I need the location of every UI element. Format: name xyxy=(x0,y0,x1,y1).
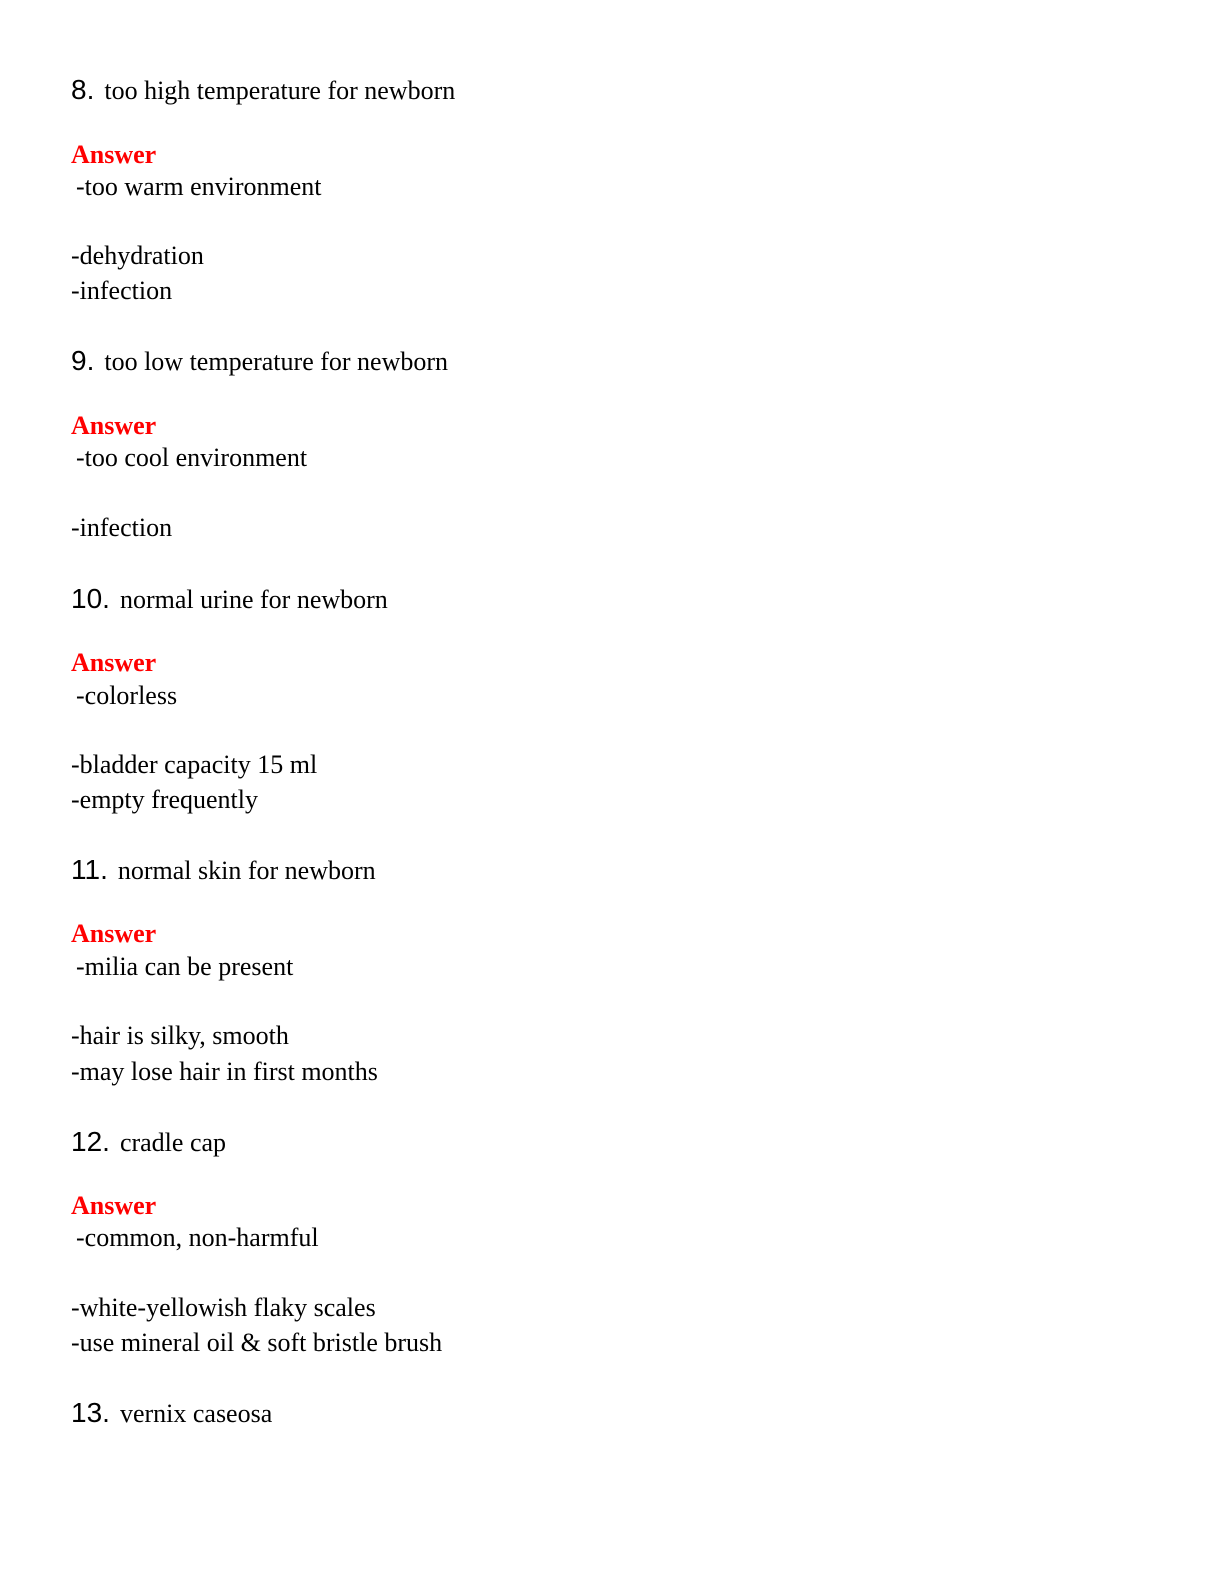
question-number: 11. xyxy=(71,854,108,885)
question-8 xyxy=(71,74,455,106)
answer-label: Answer xyxy=(71,1191,157,1220)
question-text: vernix caseosa xyxy=(119,1399,273,1428)
answer-line: -colorless xyxy=(76,681,178,710)
answer-line: -empty frequently xyxy=(71,785,258,814)
answer-label: Answer xyxy=(71,140,157,169)
question-12 xyxy=(71,1126,226,1158)
question-11 xyxy=(71,854,376,886)
question-text: too low temperature for newborn xyxy=(104,347,449,376)
answer-line: -white-yellowish flaky scales xyxy=(71,1293,376,1322)
answer-line: -too cool environment xyxy=(76,443,308,472)
question-text: normal skin for newborn xyxy=(117,856,376,885)
question-text: too high temperature for newborn xyxy=(104,76,456,105)
answer-label: Answer xyxy=(71,919,157,948)
question-number: 9. xyxy=(71,345,95,376)
question-number: 13. xyxy=(71,1397,110,1428)
question-number: 12. xyxy=(71,1126,110,1157)
answer-label: Answer xyxy=(71,648,157,677)
answer-line: -too warm environment xyxy=(76,172,322,201)
question-9 xyxy=(71,345,448,377)
answer-line: -bladder capacity 15 ml xyxy=(71,750,318,779)
question-number: 10. xyxy=(71,583,110,614)
question-number: 8. xyxy=(71,74,95,105)
question-text: cradle cap xyxy=(119,1128,227,1157)
question-text: normal urine for newborn xyxy=(119,585,388,614)
answer-line: -use mineral oil & soft bristle brush xyxy=(71,1328,443,1357)
answer-line: -hair is silky, smooth xyxy=(71,1021,289,1050)
answer-line: -milia can be present xyxy=(76,952,294,981)
answer-line: -may lose hair in first months xyxy=(71,1057,378,1086)
answer-line: -dehydration xyxy=(71,241,204,270)
question-13 xyxy=(71,1397,272,1429)
question-10 xyxy=(71,583,388,615)
answer-line: -infection xyxy=(71,276,173,305)
answer-line: -common, non-harmful xyxy=(76,1223,319,1252)
answer-line: -infection xyxy=(71,513,173,542)
answer-label: Answer xyxy=(71,411,157,440)
